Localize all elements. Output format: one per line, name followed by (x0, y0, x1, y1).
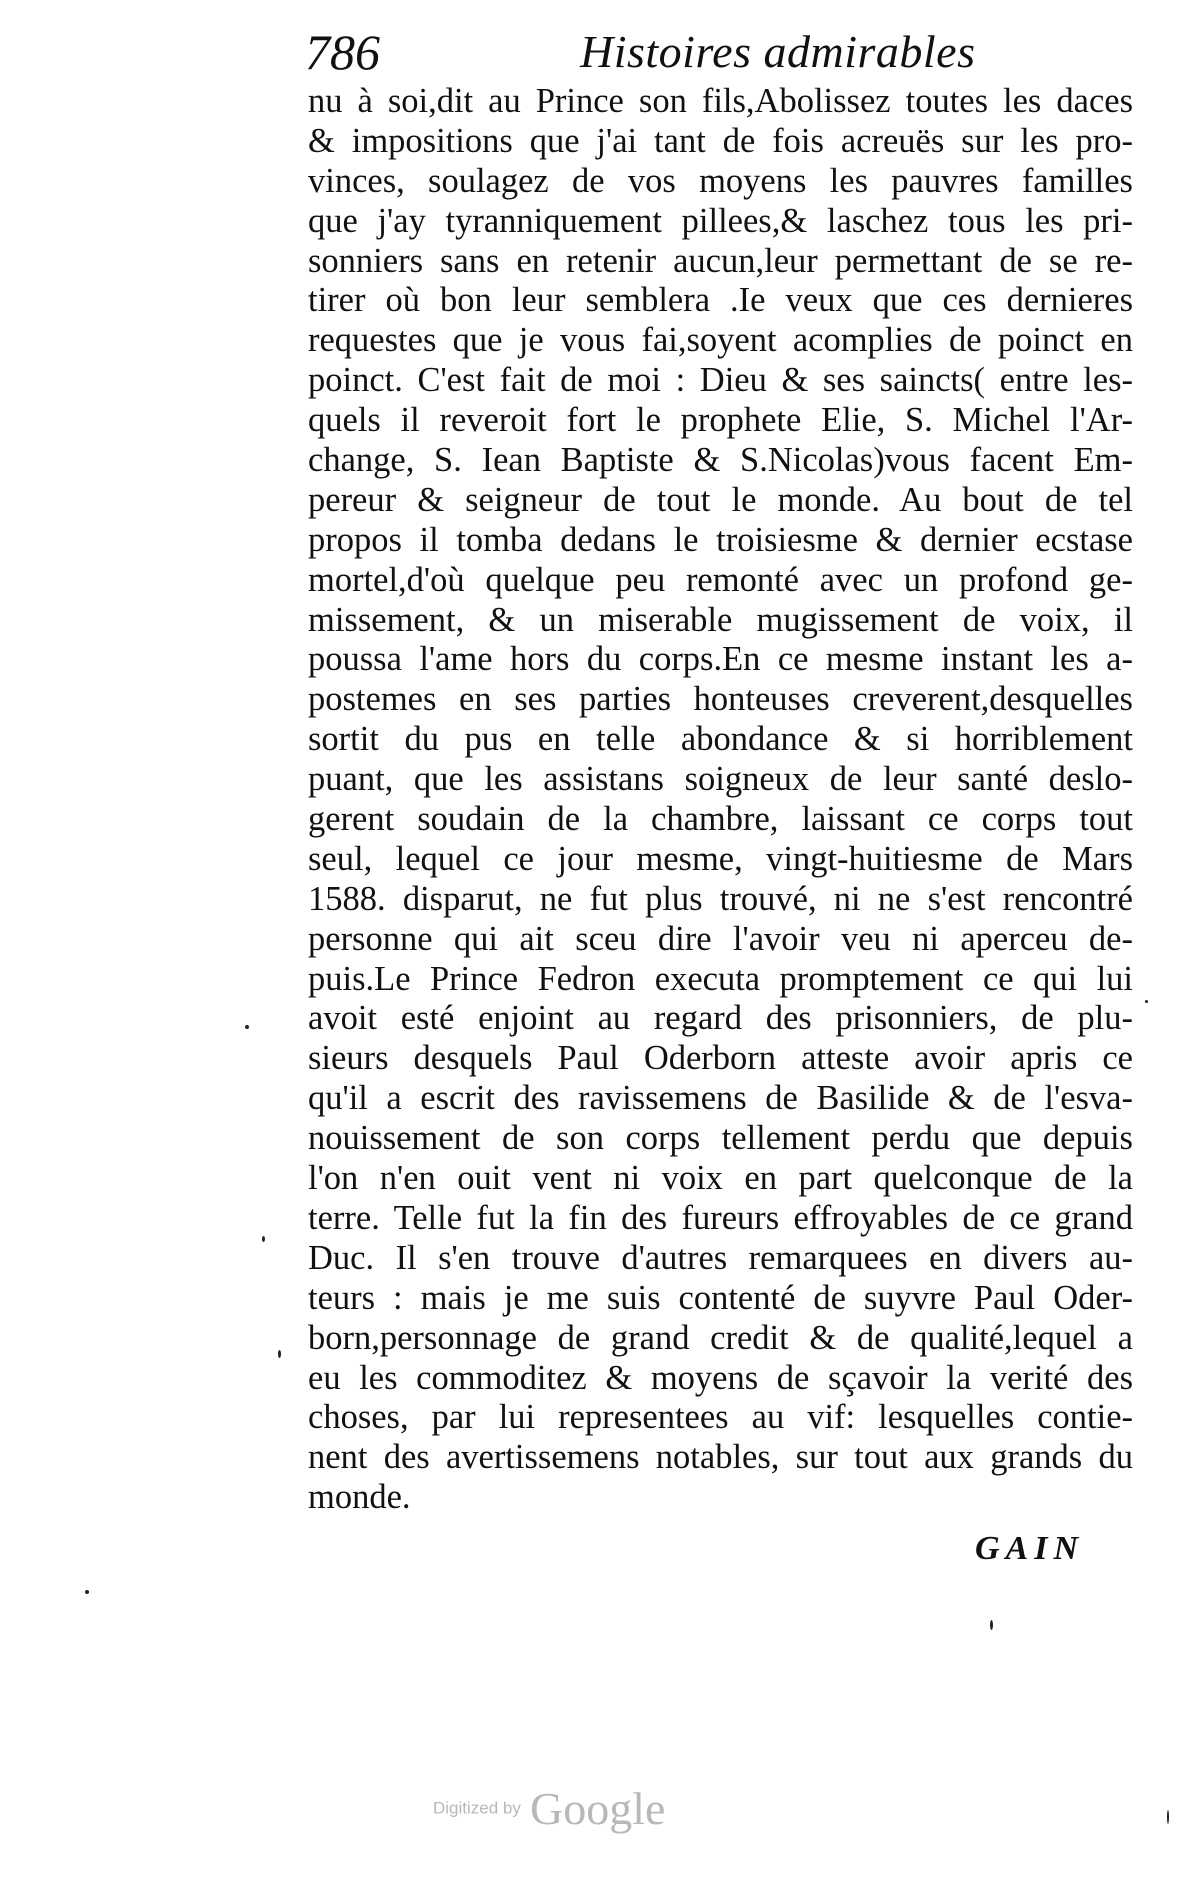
text-line: teurs : mais je me suis contenté de suyvre Paul Oder- (308, 1278, 1133, 1317)
text-line: nent des avertissemens notables, sur tout aux grands du (308, 1438, 1133, 1477)
text-line: 1588. disparut, ne fut plus trouvé, ni ne s'est rencontré (308, 879, 1133, 918)
catchword: GAIN (975, 1530, 1085, 1567)
text-line: personne qui ait sceu dire l'avoir veu ni aperceu de- (308, 919, 1133, 958)
text-line: nu à soi,dit au Prince son fils,Abolissez toutes les daces (308, 82, 1133, 120)
text-line: tirer où bon leur semblera .Ie veux que ces dernieres (308, 281, 1133, 320)
text-line: puant, que les assistans soigneux de leur santé deslo- (308, 760, 1133, 799)
text-line: sieurs desquels Paul Oderborn atteste avoir apris ce (308, 1039, 1133, 1078)
scan-speck (262, 1236, 265, 1242)
digitizer-prefix: Digitized by (433, 1798, 521, 1818)
text-line: pereur & seigneur de tout le monde. Au bout de tel (308, 480, 1133, 519)
scan-speck (1167, 1810, 1169, 1824)
scan-speck (278, 1350, 281, 1358)
digitizer-watermark (433, 1782, 665, 1842)
digitizer-brand: Google (529, 1783, 666, 1834)
text-line: avoit esté enjoint au regard des prisonniers, de plu- (308, 999, 1133, 1038)
text-line: que j'ay tyranniquement pillees,& laschez tous les pri- (308, 201, 1133, 240)
running-head (305, 22, 1025, 86)
text-line: postemes en ses parties honteuses creverent,desquelles (308, 680, 1133, 719)
text-line: l'on n'en ouit vent ni voix en part quelconque de la (308, 1159, 1133, 1198)
text-line: poinct. C'est fait de moi : Dieu & ses saincts( entre les- (308, 361, 1133, 400)
text-line: qu'il a escrit des ravissemens de Basilide & de l'esva- (308, 1079, 1133, 1118)
scan-speck (245, 1025, 249, 1029)
text-line: seul, lequel ce jour mesme, vingt-huitiesme de Mars (308, 839, 1133, 878)
text-line: monde. (308, 1478, 411, 1517)
body-text (308, 82, 1133, 1518)
text-line: choses, par lui representees au vif: lesquelles contie- (308, 1398, 1133, 1437)
text-line: nouissement de son corps tellement perdu que depuis (308, 1119, 1133, 1158)
text-line: mortel,d'où quelque peu remonté avec un profond ge- (308, 560, 1133, 599)
text-line: born,personnage de grand credit & de qualité,lequel a (308, 1318, 1133, 1357)
text-line: missement, & un miserable mugissement de voix, il (308, 600, 1133, 639)
text-line: change, S. Iean Baptiste & S.Nicolas)vous facent Em- (308, 441, 1133, 480)
text-line: sonniers sans en retenir aucun,leur permettant de se re- (308, 241, 1133, 280)
page-number: 786 (305, 24, 380, 80)
scan-speck (1145, 1000, 1148, 1003)
text-line: puis.Le Prince Fedron executa promptement ce qui lui (308, 959, 1133, 998)
text-line: quels il reveroit fort le prophete Elie, S. Michel l'Ar- (308, 401, 1133, 440)
text-line: sortit du pus en telle abondance & si horriblement (308, 720, 1133, 759)
text-line: & impositions que j'ai tant de fois acreuës sur les pro- (308, 121, 1133, 160)
text-line: terre. Telle fut la fin des fureurs effroyables de ce grand (308, 1198, 1133, 1237)
text-line: eu les commoditez & moyens de sçavoir la verité des (308, 1358, 1133, 1397)
text-line: gerent soudain de la chambre, laissant ce corps tout (308, 800, 1133, 839)
running-title: Histoires admirables (580, 26, 976, 77)
scan-speck (85, 1590, 89, 1594)
text-line: requestes que je vous fai,soyent acomplies de poinct en (308, 321, 1133, 360)
scan-speck (990, 1620, 993, 1630)
text-line: poussa l'ame hors du corps.En ce mesme instant les a- (308, 640, 1133, 679)
text-line: Duc. Il s'en trouve d'autres remarquees en divers au- (308, 1238, 1133, 1277)
text-line: propos il tomba dedans le troisiesme & dernier ecstase (308, 520, 1133, 559)
text-line: vinces, soulagez de vos moyens les pauvres familles (308, 161, 1133, 200)
